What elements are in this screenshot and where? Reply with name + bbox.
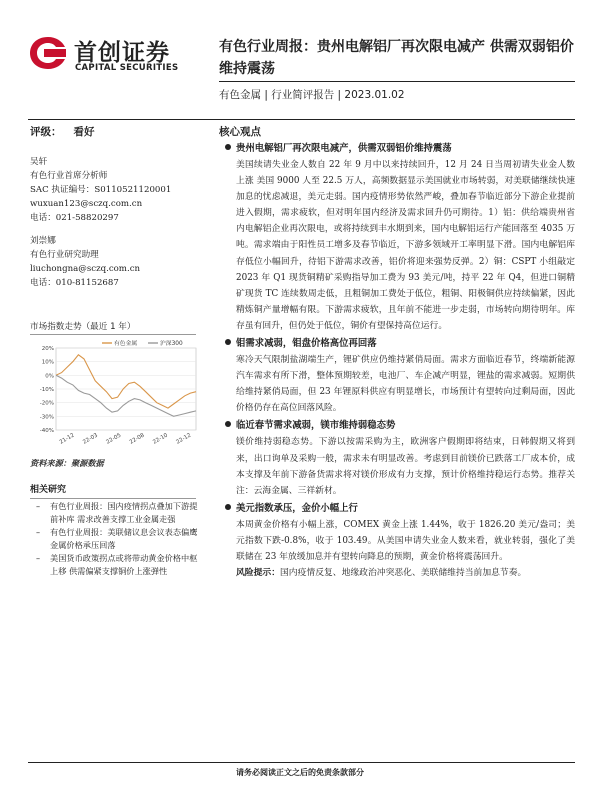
paragraph-lead: 美国续请失业金人数自 22 年 9 月中以来持续回升，12 月 24 日当周初请失业金人数上涨	[236, 160, 575, 187]
bullet-icon	[225, 421, 231, 427]
risk-body: 国内疫情反复、地缘政治冲突恶化、美联储维持当前加息节奏。	[280, 568, 527, 579]
series-line-nonferrous	[56, 355, 196, 408]
legend-label: 有色金属	[114, 341, 138, 347]
related-item[interactable]: – 美国货币政策拐点或将带动黄金价格中枢上移 供需偏紧支撑铜价上涨弹性	[30, 552, 202, 577]
brand-name-en: CAPITAL SECURITIES	[75, 63, 179, 73]
related-item[interactable]: – 有色行业周报：国内疫情拐点叠加下游提前补库 需求改善支撑工业金属走强	[30, 500, 202, 525]
analyst-card	[30, 234, 140, 290]
x-tick-label: 21-12	[58, 432, 76, 446]
related-list	[30, 500, 202, 578]
related-title: 相关研究	[30, 485, 67, 495]
analyst-title: 有色行业首席分析师	[30, 171, 108, 181]
y-tick-label: 0%	[45, 373, 54, 380]
core-title: 核心观点	[219, 126, 261, 138]
index-trend-chart	[30, 336, 200, 451]
footer-disclaimer[interactable]: 请务必阅读正文之后的免责条款部分	[236, 768, 364, 777]
chart-divider	[30, 334, 196, 335]
x-tick-label: 22-03	[82, 432, 99, 446]
y-tick-label: -10%	[39, 387, 54, 393]
analyst-name: 刘崇娜	[30, 236, 56, 246]
rating-value: 看好	[73, 126, 95, 138]
analyst-email[interactable]: wuxuan123@sczq.com.cn	[30, 199, 143, 209]
y-tick-label: 10%	[41, 359, 54, 366]
bullet-icon	[225, 339, 231, 345]
rating-label: 评级：	[30, 126, 62, 138]
core-section	[219, 418, 575, 498]
risk-label: 风险提示：	[236, 568, 280, 579]
bullet-icon	[225, 144, 231, 150]
core-section	[219, 501, 575, 581]
x-tick-label: 22-08	[128, 432, 146, 446]
series-line-csi300	[56, 375, 196, 416]
x-tick-label: 22-12	[175, 432, 193, 446]
core-sections	[219, 141, 575, 581]
analyst-phone: 电话：021-58820297	[30, 213, 119, 223]
y-tick-label: -20%	[39, 400, 54, 407]
y-tick-label: 20%	[41, 346, 54, 352]
analyst-phone: 电话：010-81152687	[30, 278, 119, 288]
risk-paragraph	[236, 565, 575, 581]
analyst-email[interactable]: liuchongna@sczq.com.cn	[30, 264, 141, 274]
section-heading: 临近春节需求减弱，镁市维持弱稳态势	[236, 420, 396, 432]
report-subtitle: 有色金属 | 行业简评报告 | 2023.01.02	[219, 89, 405, 101]
y-tick-label: -40%	[39, 428, 54, 434]
core-section	[219, 336, 575, 416]
brand-logo-icon	[28, 35, 68, 71]
chart-title: 市场指数走势（最近 1 年）	[30, 322, 136, 332]
section-paragraph: 镁价维持弱稳态势。下游以按需采购为主，欧洲客户假期即将结束，日韩假期又将到来，出口询单及采购一般，需求未有明显改善。考虑到目前镁价已跌落工厂成本价，成本支撑及年前下游备货需求将对镁价形成有力支撑，预计价格维持稳运行态势。推荐关注：云海金属、三祥新材。	[236, 437, 575, 496]
x-tick-label: 22-05	[105, 432, 123, 446]
brand-name: 首创证券	[74, 40, 170, 66]
section-heading: 美元指数承压，金价小幅上行	[236, 502, 358, 514]
section-paragraph	[236, 157, 575, 334]
related-item[interactable]: – 有色行业周报：美联储议息会议表态偏鹰 金属价格承压回落	[30, 526, 202, 551]
core-section	[219, 141, 575, 334]
section-heading: 贵州电解铝厂再次限电减产，供需双弱铝价维持震荡	[236, 143, 452, 154]
section-paragraph: 本周黄金价格有小幅上涨，COMEX 黄金上涨 1.44%，收于 1826.20 美元/盎司；美元指数下跌-0.8%，收于 103.49。从美国申请失业金人数来看，就业转弱，强化了美联储在 23 年放缓加息并有望转向降息的预期，黄金价格将震荡回升。	[236, 519, 575, 562]
report-title: 有色行业周报：贵州电解铝厂再次限电减产 供需双弱铝价维持震荡	[219, 39, 574, 77]
analyst-name: 吴轩	[30, 157, 48, 167]
rating	[30, 124, 107, 139]
x-tick-label: 22-10	[152, 432, 169, 446]
section-divider	[28, 119, 575, 120]
header-divider	[219, 81, 575, 82]
analyst-title: 有色行业研究助理	[30, 250, 99, 260]
paragraph-body: 美国 9000 人至 22.5 万人，高频数据显示美国就业市场转弱，对美联储继续快速加息的忧虑减退，美元走弱。国内疫情形势依然严峻，叠加春节临近部分下游企业提前进入假期，需求疲软，但对明年国内经济及需求回升仍可期待。1）铝：供给端贵州省内电解铝企业再次限电，或将持续到丰水期到来，国内电解铝运行产能回落至 4035 万吨。需求端由于阳性员工增多及春节临近，下游多领域开工率明显下滑。国内电解铝库存低位小幅回升，待铝下游需求改善，铝价将迎来强势反弹。2）铜：CSPT 小组敲定 2023 年 Q1 现货铜精矿采购指导加工费为 93 美元/吨，持平 22 年 Q4，但进口铜精矿现货 TC 连续数周走低，且粗铜加工费处于低位，粗铜、阳极铜供应持续偏紧，因此精炼铜产量增幅有限。下游需求疲软，且年前不能进一步走弱，市场转向期待明年。库存虽有回升，但仍处于低位，铜价有望保持高位运行。	[236, 176, 576, 331]
y-tick-label: -30%	[39, 414, 54, 421]
section-paragraph: 寒冷天气限制盐湖端生产，锂矿供应仍维持紧俏局面。需求方面临近春节，终端新能源汽车需求有所下滑，整体预期较差，电池厂、车企减产明显，锂盐的需求减弱。短期供给维持紧俏局面，但 23 年锂原料供应有明显增长，市场预计有望转向过剩局面，因此价格仍存在高位回落风险。	[236, 355, 575, 414]
bullet-icon	[225, 504, 231, 510]
chart-source: 资料来源：聚源数据	[30, 458, 104, 468]
related-divider	[30, 498, 196, 499]
section-heading: 钼需求减弱，钼盘价格高位再回落	[236, 338, 377, 350]
analyst-card	[30, 155, 171, 225]
footer-divider	[28, 762, 575, 763]
legend-label: 沪深300	[160, 341, 183, 347]
analyst-license: SAC 执证编号：S0110521120001	[30, 185, 172, 195]
